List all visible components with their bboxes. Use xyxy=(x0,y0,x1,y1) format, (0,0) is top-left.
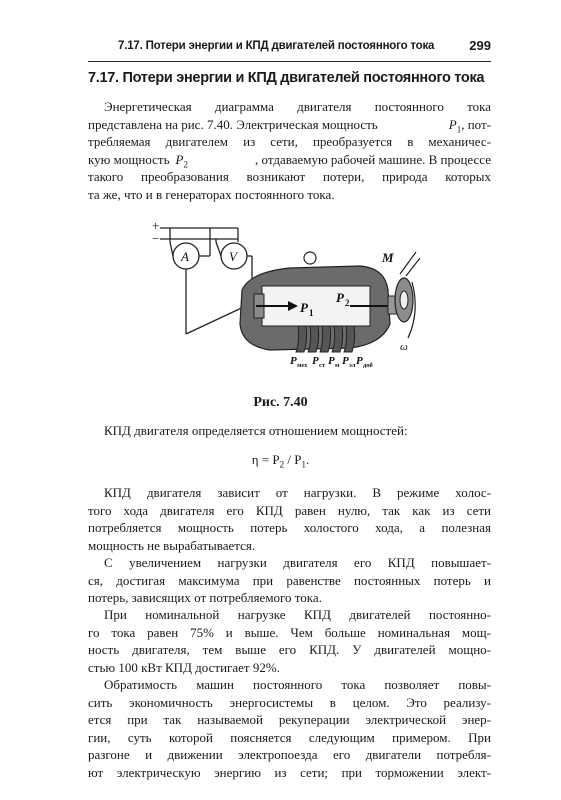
paragraph-efficiency-definition xyxy=(88,422,491,440)
paragraph-recuperation xyxy=(88,676,491,781)
text-line: стью 100 кВт КПД достигает 92%. xyxy=(88,659,280,675)
loss-label-additional: P xyxy=(356,355,363,367)
loss-sub-steel: ст xyxy=(319,362,326,369)
text-line: потерь, зависящих от потребляемого тока. xyxy=(88,590,322,605)
text-line: КПД двигателя зависит от нагрузки. В режиме холос- xyxy=(104,485,491,500)
formula-mid: / P xyxy=(284,452,302,467)
figure-caption: Рис. 7.40 xyxy=(253,395,308,410)
paragraph-intro xyxy=(88,98,491,203)
loss-sub-additional: доб xyxy=(363,362,373,369)
loss-label-steel: P xyxy=(312,355,319,367)
p1-label: P xyxy=(300,300,308,315)
plus-label: + xyxy=(152,218,160,233)
text-line xyxy=(88,151,491,169)
text-line: ется при так называемой рекуперации электрической энер- xyxy=(88,712,491,727)
text-line: та же, что и в генераторах постоянного тока. xyxy=(88,186,335,202)
text-line: требляемая двигателем из сети, преобразуется в механичес- xyxy=(88,134,491,149)
text-line: такого преобразования возникают потери, природа которых xyxy=(88,169,491,184)
formula-sub2: 2 xyxy=(279,459,285,470)
motor-label: M xyxy=(382,250,394,265)
text-line: мощность не вырабатывается. xyxy=(88,537,256,553)
loss-label-electric: P xyxy=(342,355,349,367)
text-fragment: , отдаваемую рабочей машине. В процессе xyxy=(255,151,491,167)
text-line: С увеличением нагрузки двигателя его КПД повышает- xyxy=(104,555,491,570)
text-line: ность двигателя, тем выше его КПД. У двигателей мощно- xyxy=(88,642,491,657)
symbol-p1: $P_1$, пот- xyxy=(448,116,491,133)
running-header xyxy=(88,38,491,62)
loss-sub-electric: эл xyxy=(349,362,356,369)
text-line: гии, суть которой поясняется следующим примером. При xyxy=(88,729,491,745)
loss-sub-field: м xyxy=(335,362,340,369)
paragraph-max-efficiency xyxy=(88,554,491,607)
running-title: 7.17. Потери энергии и КПД двигателей постоянного тока xyxy=(118,40,435,52)
section-heading: 7.17. Потери энергии и КПД двигателей постоянного тока xyxy=(88,70,485,86)
motor-energy-diagram xyxy=(150,212,420,374)
text-line: ся, достигая максимума при равенстве постоянных потерь и xyxy=(88,572,491,588)
motor-body xyxy=(240,252,420,352)
text-line: При номинальной нагрузке КПД двигателей постоянно- xyxy=(104,607,491,622)
voltmeter-label: V xyxy=(229,249,237,264)
text-line: Энергетическая диаграмма двигателя постоянного тока xyxy=(104,99,491,114)
text-line: го тока равен 75% и выше. Чем больше номинальная мощ- xyxy=(88,624,491,640)
text-fragment: представлена на рис. 7.40. Электрическая мощность xyxy=(88,116,378,132)
text-line: потребляется мощность потерь холостого хода, а полезная xyxy=(88,520,491,535)
omega-label: ω xyxy=(400,341,408,353)
formula-sub1: 1 xyxy=(301,459,306,470)
loss-sub-mech: мех xyxy=(297,362,308,369)
loss-label-field: P xyxy=(328,355,335,367)
text-line: сить экономичность энергосистемы в целом. Это реализу- xyxy=(88,694,491,710)
text-line: того хода двигателя его КПД равен нулю, так как из сети xyxy=(88,502,491,518)
text-line xyxy=(88,116,491,134)
p2-label: P xyxy=(336,290,344,305)
minus-label: − xyxy=(152,231,160,246)
text-fragment: кую мощность xyxy=(88,151,170,167)
text-line: ют электрическую энергию из сети; при торможении элект- xyxy=(88,764,491,780)
text-line: КПД двигателя определяется отношением мощностей: xyxy=(104,423,408,438)
text-line: разгоне и движении электропоезда его двигатели потребля- xyxy=(88,747,491,762)
efficiency-formula xyxy=(0,452,561,468)
p2-sub: 2 xyxy=(345,298,350,308)
paragraph-nominal-load xyxy=(88,606,491,676)
ammeter-label: A xyxy=(181,249,189,264)
loss-label-mech: P xyxy=(290,355,297,367)
paragraph-load-dependence xyxy=(88,484,491,554)
text-line: Обратимость машин постоянного тока позволяет повы- xyxy=(104,677,491,692)
symbol-p2: $P_2$ xyxy=(175,151,188,168)
formula-lhs: η = P xyxy=(251,452,280,467)
p1-sub: 1 xyxy=(309,308,314,318)
page-number: 299 xyxy=(469,38,491,53)
formula-end: . xyxy=(305,452,310,467)
